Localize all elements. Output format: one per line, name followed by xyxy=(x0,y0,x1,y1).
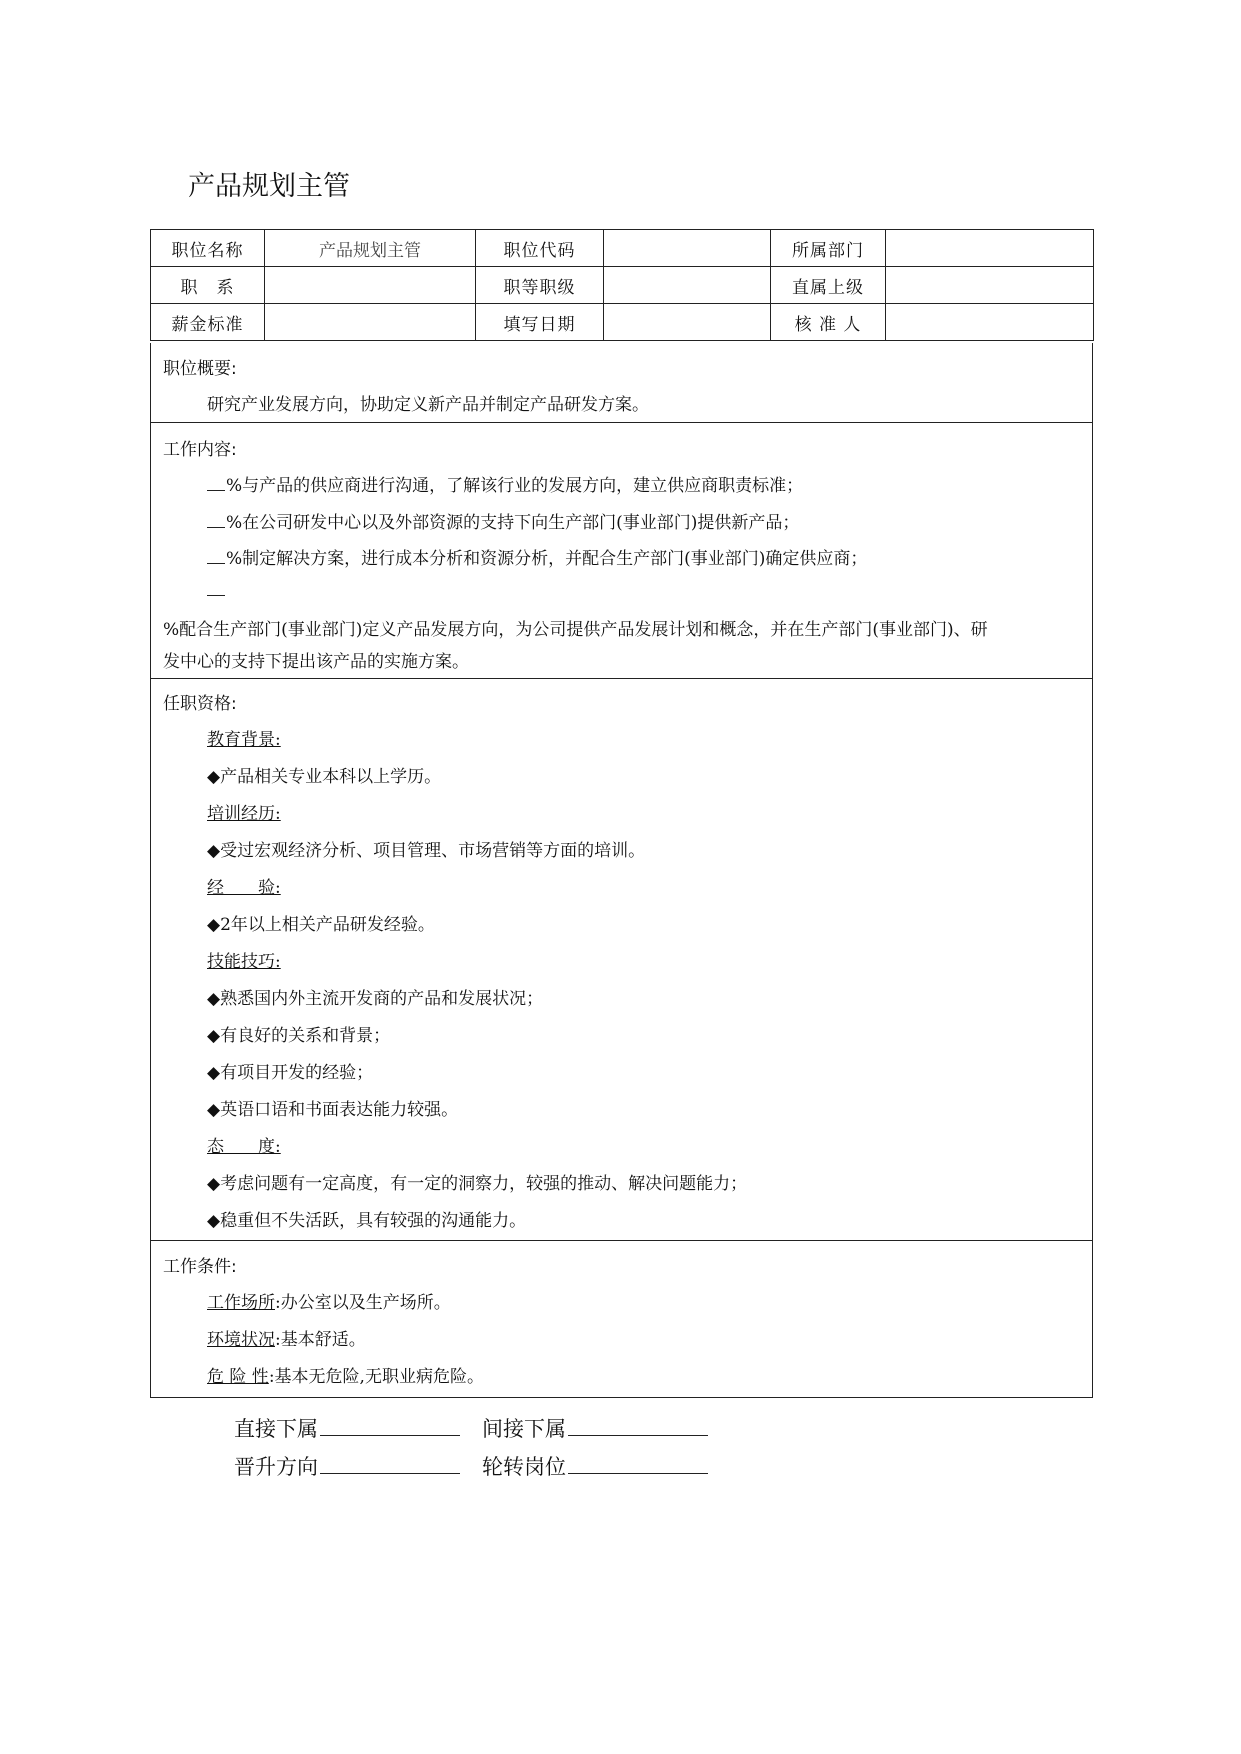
value-position-code[interactable] xyxy=(604,230,771,267)
work-item xyxy=(207,508,799,533)
label-position-code: 职位代码 xyxy=(476,230,604,267)
education-text: ◆产品相关专业本科以上学历。 xyxy=(207,767,442,787)
value-approver[interactable] xyxy=(886,304,1094,341)
promotion-label: 晋升方向 xyxy=(234,1455,318,1479)
indirect-subordinates-input[interactable] xyxy=(568,1417,708,1436)
summary-heading: 职位概要: xyxy=(163,359,237,379)
experience-text: ◆2年以上相关产品研发经验。 xyxy=(207,915,435,935)
risk-text: :基本无危险,无职业病危险。 xyxy=(268,1367,484,1387)
condition-risk xyxy=(207,1362,484,1387)
label-approver: 核 准 人 xyxy=(771,304,886,341)
condition-place xyxy=(207,1288,451,1313)
conditions-section xyxy=(150,1241,1093,1398)
work-section xyxy=(150,423,1093,679)
skill-item: ◆熟悉国内外主流开发商的产品和发展状况； xyxy=(207,989,544,1009)
label-supervisor: 直属上级 xyxy=(771,267,886,304)
value-salary[interactable] xyxy=(265,304,476,341)
experience-label: 经 验: xyxy=(207,878,281,898)
value-department[interactable] xyxy=(886,230,1094,267)
attitude-item: ◆考虑问题有一定高度，有一定的洞察力，较强的推动、解决问题能力； xyxy=(207,1174,748,1194)
page-title: 产品规划主管 xyxy=(188,171,350,202)
skill-item: ◆有良好的关系和背景； xyxy=(207,1026,391,1046)
value-position-name[interactable]: 产品规划主管 xyxy=(265,230,476,267)
table-row xyxy=(151,267,1094,304)
label-grade: 职等职级 xyxy=(476,267,604,304)
table-row xyxy=(151,304,1094,341)
rotation-field xyxy=(482,1451,708,1481)
place-text: :办公室以及生产场所。 xyxy=(275,1293,451,1313)
work-heading: 工作内容: xyxy=(163,440,237,460)
attitude-item: ◆稳重但不失活跃，具有较强的沟通能力。 xyxy=(207,1211,527,1231)
skill-item: ◆英语口语和书面表达能力较强。 xyxy=(207,1100,459,1120)
label-salary: 薪金标准 xyxy=(151,304,265,341)
rotation-label: 轮转岗位 xyxy=(482,1455,566,1479)
qual-heading: 任职资格: xyxy=(163,694,237,714)
value-job-family[interactable] xyxy=(265,267,476,304)
summary-section xyxy=(150,343,1093,423)
label-department: 所属部门 xyxy=(771,230,886,267)
blank-line xyxy=(207,551,225,564)
value-fill-date[interactable] xyxy=(604,304,771,341)
blank-line xyxy=(207,583,225,596)
table-row xyxy=(151,230,1094,267)
training-text: ◆受过宏观经济分析、项目管理、市场营销等方面的培训。 xyxy=(207,841,646,861)
environment-text: :基本舒适。 xyxy=(275,1330,366,1350)
promotion-field xyxy=(234,1451,460,1481)
qualifications-section xyxy=(150,679,1093,1241)
direct-subordinates-input[interactable] xyxy=(320,1417,460,1436)
direct-subordinates-field xyxy=(234,1413,460,1443)
education-label: 教育背景: xyxy=(207,730,281,750)
attitude-label: 态 度: xyxy=(207,1137,281,1157)
work-item-text: %制定解决方案，进行成本分析和资源分析，并配合生产部门(事业部门)确定供应商； xyxy=(226,549,868,569)
summary-text: 研究产业发展方向，协助定义新产品并制定产品研发方案。 xyxy=(207,395,649,415)
work-item xyxy=(207,471,803,496)
direct-subordinates-label: 直接下属 xyxy=(234,1417,318,1441)
work-item-text: 发中心的支持下提出该产品的实施方案。 xyxy=(163,652,469,672)
conditions-heading: 工作条件: xyxy=(163,1257,237,1277)
info-table xyxy=(150,229,1094,341)
promotion-input[interactable] xyxy=(320,1455,460,1474)
skills-label: 技能技巧: xyxy=(207,952,281,972)
work-item xyxy=(207,544,867,569)
skill-item: ◆有项目开发的经验； xyxy=(207,1063,374,1083)
training-label: 培训经历: xyxy=(207,804,281,824)
rotation-input[interactable] xyxy=(568,1455,708,1474)
value-supervisor[interactable] xyxy=(886,267,1094,304)
label-fill-date: 填写日期 xyxy=(476,304,604,341)
work-item-text: %与产品的供应商进行沟通，了解该行业的发展方向，建立供应商职责标准； xyxy=(226,476,804,496)
value-grade[interactable] xyxy=(604,267,771,304)
indirect-subordinates-label: 间接下属 xyxy=(482,1417,566,1441)
blank-line xyxy=(207,515,225,528)
indirect-subordinates-field xyxy=(482,1413,708,1443)
work-item-text: %配合生产部门(事业部门)定义产品发展方向，为公司提供产品发展计划和概念，并在生产部门(事业部门)、研 xyxy=(163,620,988,640)
blank-line xyxy=(207,478,225,491)
label-job-family: 职 系 xyxy=(151,267,265,304)
risk-label: 危 险 性 xyxy=(207,1367,269,1387)
condition-environment xyxy=(207,1325,366,1350)
work-item-blank xyxy=(207,581,226,601)
place-label: 工作场所 xyxy=(207,1293,275,1313)
label-position-name: 职位名称 xyxy=(151,230,265,267)
work-item-text: %在公司研发中心以及外部资源的支持下向生产部门(事业部门)提供新产品； xyxy=(226,513,800,533)
environment-label: 环境状况 xyxy=(207,1330,275,1350)
